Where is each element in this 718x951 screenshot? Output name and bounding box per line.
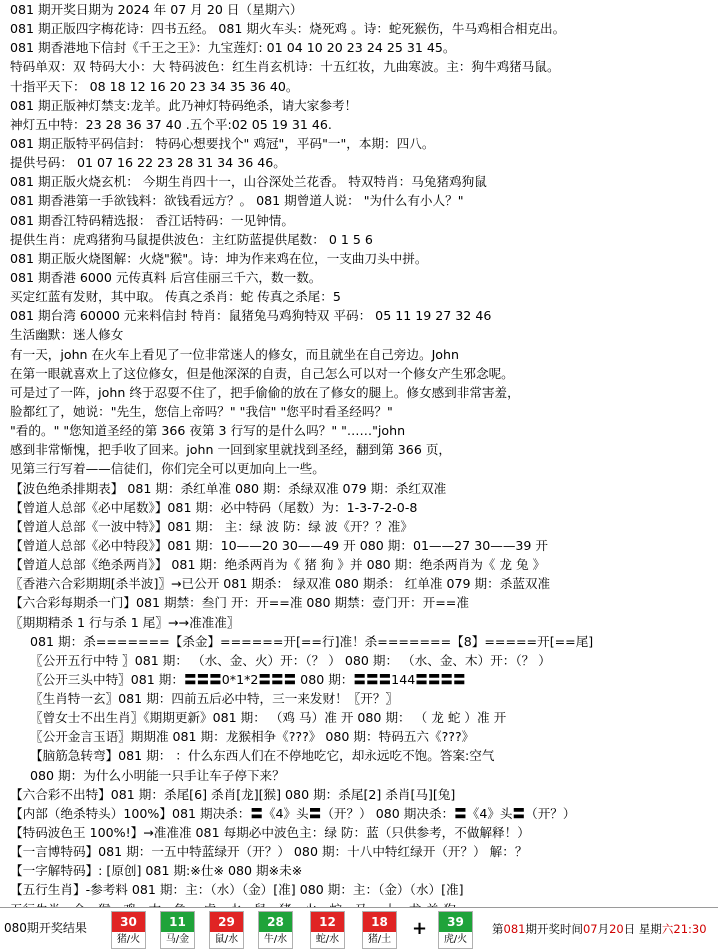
ball-zodiac: 鼠/水 [214, 934, 239, 945]
section-line: 【特码波色王 100%!】→准准准 081 每期必中波色主：绿 防：蓝（只供参考，不做解释！） [10, 825, 530, 841]
ball-zodiac: 猪/土 [367, 934, 392, 945]
section-line: 〖香港六合彩期期[杀半波]〗→已公开 081 期杀： 绿双准 080 期杀： 红单准 079 期：杀蓝双准 [10, 576, 551, 592]
text-line: 081 期香港 6000 元传真料 后宫佳丽三千六，数一数。 [10, 269, 322, 285]
ball-number: 30 [112, 912, 145, 932]
text-line: 081 期香港地下信封《千王之王》：九宝莲灯: 01 04 10 20 23 24 25 31 45。 [10, 40, 456, 56]
section-line: 【脑筋急转弯】081 期： ：什么东西人们在不停地吃它，却永远吃不饱。答案:空气 [30, 748, 495, 764]
text-line: 买定红蓝有发财，其中取。 传真之杀肖：蛇 传真之杀尾：5 [10, 289, 341, 305]
info-prefix: 第 [492, 922, 504, 936]
section-line: 【一字解特码】: [原创] 081 期:※仕※ 080 期※未※ [10, 863, 303, 879]
result-ball [310, 911, 345, 949]
text-line: 十指平天下： 08 18 12 16 20 23 34 35 36 40。 [10, 78, 299, 94]
result-ball [362, 911, 397, 949]
result-ball [111, 911, 146, 949]
humor-title: 生活幽默：迷人修女 [10, 327, 124, 343]
section-line: 【六合彩每期杀一门】081 期禁：叁门 开：开==准 080 期禁：壹门开：开==准 [10, 595, 469, 611]
story-line: 可是过了一阵，john 终于忍耍不住了，把手偷偷的放在了修女的腿上。修女感到非常害羞， [10, 384, 520, 400]
text-line: 081 期正版特平码信封： 特码心想要找个" 鸡冠"，平码"一"，本期：四八。 [10, 135, 435, 151]
section-line: 【五行生肖】-参考料 081 期：主：（水）（金）[准] 080 期：主：（金）（水）[准] [10, 882, 464, 898]
text-line: 081 期香港第一手欲钱料：欲钱看远方？。 081 期曾道人说： "为什么有小人？" [10, 193, 464, 209]
ball-number: 29 [210, 912, 243, 932]
ball-number: 11 [161, 912, 194, 932]
section-line: 〖期期精杀 1 行与杀 1 尾〗→→准准准〗 [10, 614, 240, 630]
story-line: "看的。" "您知道圣经的第 366 夜第 3 行写的是什么吗？" "……"john [10, 423, 406, 439]
special-ball [438, 911, 473, 949]
text-line: 提供号码： 01 07 16 22 23 28 31 34 36 46。 [10, 155, 286, 171]
section-line: 〖曾女士不出生肖〗《期期更新》081 期： （鸡 马）准 开 080 期： （ 龙 蛇 ）准 开 [30, 710, 507, 726]
result-ball [209, 911, 244, 949]
story-line: 见第三行写着——信徒们，你们完全可以更加向上一些。 [10, 461, 325, 477]
text-line: 特码单双：双 特码大小：大 特码波色：红生肖玄机诗：十五红妆，九曲寒波。主：狗牛鸡猪马鼠。 [10, 59, 560, 75]
section-line: 081 期：杀=======【杀金】======开[==行]准！杀=======【8】=====开[==尾] [30, 633, 594, 649]
section-line: 【曾道人总部《必中尾数》】081 期：必中特码（尾数）为：1-3-7-2-0-8 [10, 499, 418, 515]
info-day: 20 [609, 922, 624, 936]
info-mid: 期开奖时间 [525, 922, 583, 936]
ball-zodiac: 虎/火 [443, 934, 468, 945]
draw-result-bar [0, 907, 718, 951]
text-line: 神灯五中特：23 28 36 37 40 .五个平:02 05 19 31 46. [10, 116, 332, 132]
section-line: 〖生肖特一玄〗081 期：四前五后必中特，三一来发财！〖开？〗 [30, 691, 399, 707]
ball-number: 28 [259, 912, 292, 932]
story-line: 有一天，john 在火车上看见了一位非常迷人的修女，而且就坐在自己旁边。John [10, 346, 459, 362]
text-line: 081 期正版火烧玄机： 今期生肖四十一，山谷深处兰花香。 特双特肖：马兔猪鸡狗鼠 [10, 174, 487, 190]
text-line: 提供生肖：虎鸡猪狗马鼠提供波色：主红防蓝提供尾数： 0 1 5 6 [10, 231, 373, 247]
section-line: 〖公开五行中特 〗081 期： （水、金、火）开：（？ ） 080 期： （水、金、木）开：（？ ） [30, 652, 551, 668]
info-weekday: 六 [661, 922, 674, 936]
result-ball [258, 911, 293, 949]
story-line: 感到非常惭愧，把手收了回来。john 一回到家里就找到圣经，翻到第 366 页， [10, 442, 452, 458]
section-line: 〖公开三头中特〗081 期：〓〓〓0*1*2〓〓〓 080 期：〓〓〓144〓〓〓〓 [30, 671, 466, 687]
ball-zodiac: 牛/水 [263, 934, 288, 945]
section-line: 【波色绝杀排期表】 081 期：杀红单准 080 期：杀绿双准 079 期：杀红双准 [10, 480, 447, 496]
info-month: 07 [582, 922, 598, 936]
story-line: 在第一眼就喜欢上了这位修女，但是他深深的自责，自己怎么可以对一个修女产生邪念呢。 [10, 365, 514, 381]
info-day-unit: 日 星期 [623, 922, 662, 936]
ball-zodiac: 猪/火 [116, 934, 141, 945]
story-line: 脸都红了，她说："先生，您信上帝吗？" "我信" "您平时看圣经吗？" [10, 403, 393, 419]
result-ball [160, 911, 195, 949]
ball-zodiac: 马/金 [165, 934, 190, 945]
section-line: 080 期：为什么小明能一只手让车子停下来？ [30, 767, 285, 783]
text-line: 081 期正版四字梅花诗：四书五经。 081 期火车头：烧死鸡 。诗：蛇死猴伤，牛马鸡相合相克出。 [10, 21, 566, 37]
text-line: 081 期开奖日期为 2024 年 07 月 20 日（星期六） [10, 2, 303, 17]
ball-zodiac: 蛇/水 [315, 934, 340, 945]
info-month-unit: 月 [597, 922, 610, 936]
section-line: 【曾道人总部《一波中特》】081 期： 主：绿 波 防：绿 波《开？？准》 [10, 518, 413, 534]
section-line: 【曾道人总部《绝杀两肖》】 081 期：绝杀两肖为《 猪 狗 》并 080 期：绝杀两肖为《 龙 兔 》 [10, 557, 546, 573]
text-line: 081 期台湾 60000 元来料信封 特肖：鼠猪兔马鸡狗特双 平码： 05 11 19 27 32 46 [10, 308, 492, 324]
draw-result-label: 080期开奖结果 [4, 921, 87, 935]
plus-sign: + [412, 918, 428, 939]
section-line: 〖公开金言玉语〗期期准 081 期：龙猴相争《???》 080 期：特码五六《???》 [30, 729, 475, 745]
ball-number: 18 [363, 912, 396, 932]
text-line: 081 期香江特码精选报： 香江话特码：一见钟情。 [10, 212, 294, 228]
section-line: 【六合彩不出特】081 期：杀尾[6] 杀肖[龙][猴] 080 期：杀尾[2] 杀肖[马][兔] [10, 786, 456, 802]
info-period: 081 [503, 922, 526, 936]
section-line: 【一言博特码】081 期：一五中特蓝绿开（开？） 080 期：十八中特红绿开（开？） 解：？ [10, 844, 528, 860]
next-draw-info [492, 920, 707, 938]
section-line: 【曾道人总部《必中特段》】081 期：10——20 30——49 开 080 期：01——27 30——39 开 [10, 537, 549, 553]
text-line: 081 期正版神灯禁支:龙羊。此乃神灯特码绝杀，请大家参考！ [10, 97, 358, 113]
info-time: 21:30 [673, 922, 707, 936]
ball-number: 12 [311, 912, 344, 932]
text-line: 081 期正版火烧图解：火烧"猴"。诗：坤为作来鸡在位，一支曲刀头中拼。 [10, 250, 428, 266]
section-line: 【内部（绝杀特头）100%】081 期决杀：〓《4》头〓（开？） 080 期决杀：〓《4》头〓（开？） [10, 805, 576, 821]
ball-number: 39 [439, 912, 472, 932]
